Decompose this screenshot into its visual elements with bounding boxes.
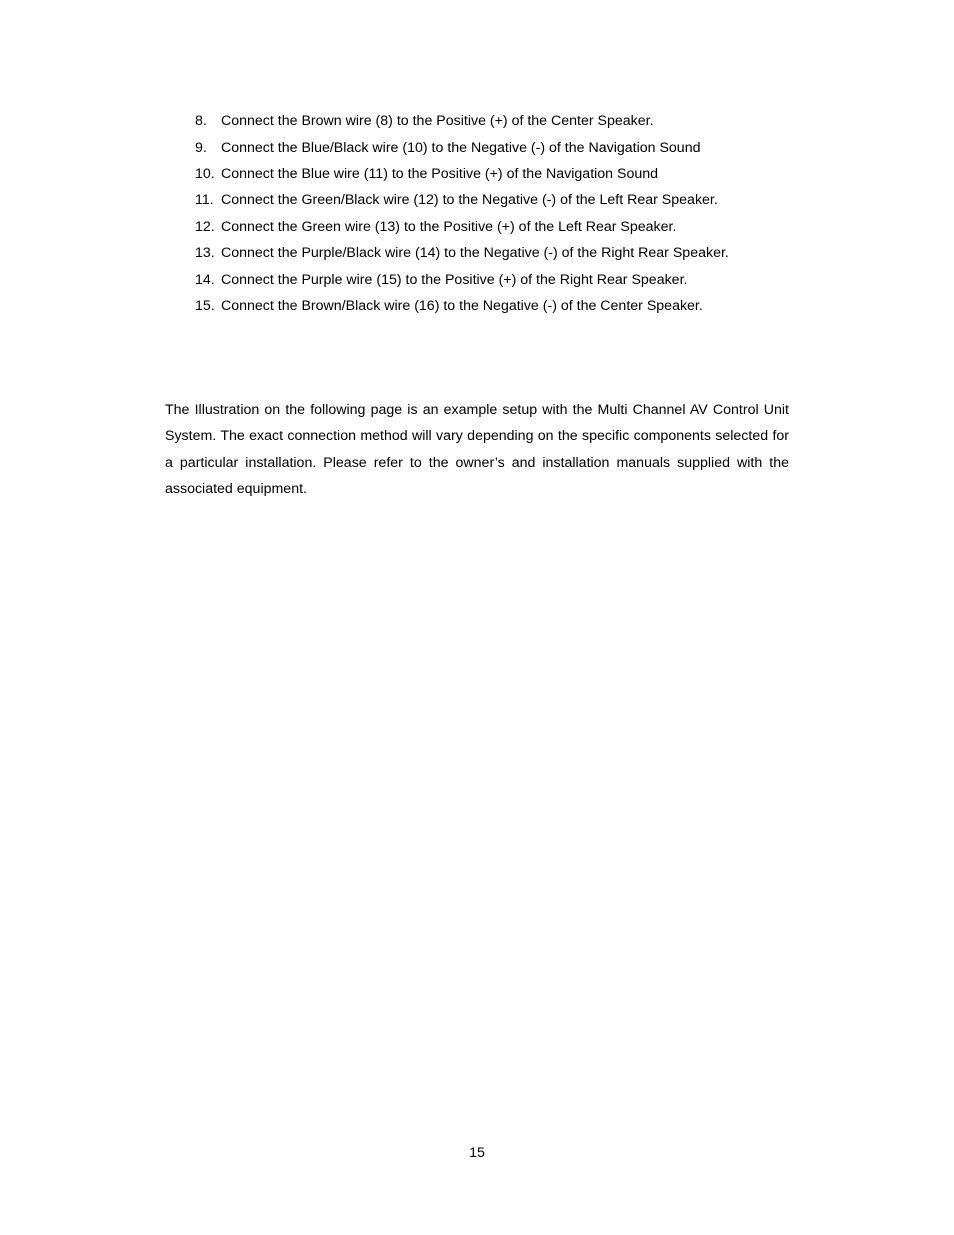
step-number: 9. [195, 139, 207, 156]
list-item [195, 108, 815, 134]
list-item [195, 293, 815, 319]
step-number: 15. [195, 297, 215, 314]
list-item [195, 214, 815, 240]
page-number: 15 [469, 1145, 485, 1161]
step-number: 8. [195, 113, 207, 130]
list-item [195, 240, 815, 266]
step-number: 11. [195, 192, 214, 209]
step-number: 13. [195, 245, 215, 262]
step-text: Connect the Purple/Black wire (14) to the Negative (-) of the Right Rear Speaker. [221, 245, 729, 262]
step-text: Connect the Blue/Black wire (10) to the Negative (-) of the Navigation Sound [221, 139, 701, 156]
step-number: 12. [195, 218, 215, 235]
list-item [195, 134, 815, 160]
step-text: Connect the Brown/Black wire (16) to the Negative (-) of the Center Speaker. [221, 297, 703, 314]
step-text: Connect the Blue wire (11) to the Positive (+) of the Navigation Sound [221, 165, 659, 182]
wiring-steps-list [195, 108, 815, 319]
step-number: 14. [195, 271, 215, 288]
step-text: Connect the Purple wire (15) to the Positive (+) of the Right Rear Speaker. [221, 271, 688, 288]
step-text: Connect the Brown wire (8) to the Positive (+) of the Center Speaker. [221, 113, 654, 130]
step-number: 10. [195, 165, 215, 182]
illustration-note-paragraph: The Illustration on the following page is an example setup with the Multi Channel AV Control Unit System. The exact connection method will vary depending on the specific components selected for a particular installation. Please refer to the owner’s and installation manuals supplied with the associated equipment. [165, 402, 789, 498]
list-item [195, 161, 815, 187]
step-text: Connect the Green wire (13) to the Positive (+) of the Left Rear Speaker. [221, 218, 677, 235]
step-text: Connect the Green/Black wire (12) to the Negative (-) of the Left Rear Speaker. [221, 192, 718, 209]
list-item [195, 266, 815, 292]
list-item [195, 187, 815, 213]
